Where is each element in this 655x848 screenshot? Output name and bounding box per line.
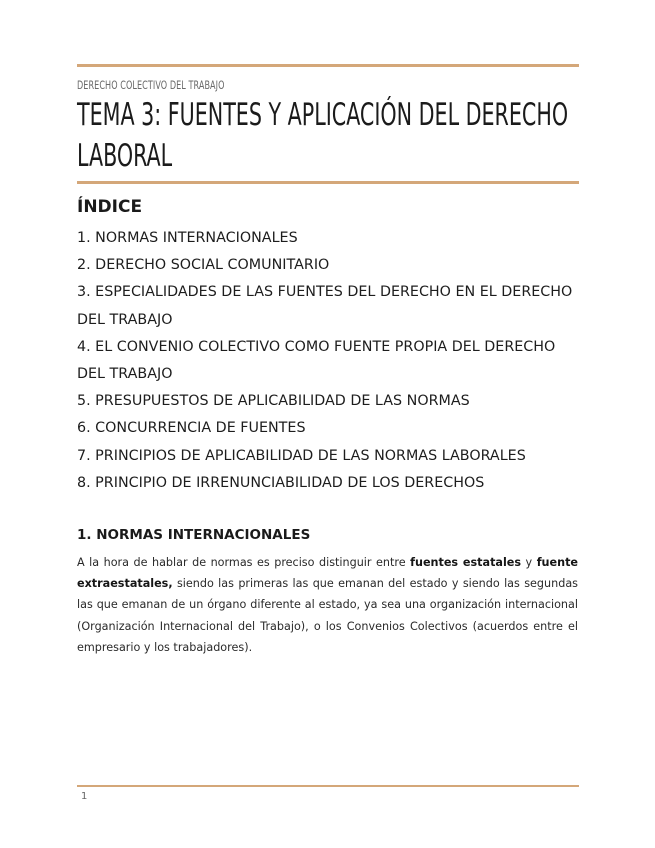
index-item: 8. PRINCIPIO DE IRRENUNCIABILIDAD DE LOS DERECHOS xyxy=(77,474,485,491)
paragraph-text: y xyxy=(521,556,537,569)
index-item: 5. PRESUPUESTOS DE APLICABILIDAD DE LAS NORMAS xyxy=(77,393,470,410)
index-item: 3. ESPECIALIDADES DE LAS FUENTES DEL DERECHO EN EL DERECHO DEL TRABAJO xyxy=(77,284,573,328)
footer-rule xyxy=(77,785,579,787)
subject-label: DERECHO COLECTIVO DEL TRABAJO xyxy=(77,78,225,92)
index-item: 4. EL CONVENIO COLECTIVO COMO FUENTE PROPIA DEL DERECHO DEL TRABAJO xyxy=(77,338,556,383)
index-item: 2. DERECHO SOCIAL COMUNITARIO xyxy=(77,257,330,274)
index-item: 1. NORMAS INTERNACIONALES xyxy=(77,230,298,246)
header-bottom-rule xyxy=(77,181,579,184)
index-list xyxy=(77,225,577,497)
section-paragraph xyxy=(77,552,578,658)
paragraph-text: siendo las primeras las que emanan del estado y siendo las segundas las que emanan de un órgano diferente al estado, ya sea una organización internacional (Organización Internacional del Trabajo), o los Convenios Colectivos (acuerdos entre el empresario y los trabajadores). xyxy=(77,577,578,654)
index-item: 6. CONCURRENCIA DE FUENTES xyxy=(77,420,306,437)
index-item: 7. PRINCIPIOS DE APLICABILIDAD DE LAS NORMAS LABORALES xyxy=(77,447,526,464)
paragraph-text: A la hora de hablar de normas es preciso distinguir entre xyxy=(77,556,411,569)
bold-term: fuentes estatales xyxy=(410,556,522,569)
index-heading: ÍNDICE xyxy=(77,197,143,217)
section-heading: 1. NORMAS INTERNACIONALES xyxy=(77,527,311,543)
page-number: 1 xyxy=(81,791,88,802)
header-top-rule xyxy=(77,64,579,67)
page-title: TEMA 3: FUENTES Y APLICACIÓN DEL DERECHO LABORAL xyxy=(77,97,569,174)
bold-term: fuente extraestatales, xyxy=(77,556,579,591)
